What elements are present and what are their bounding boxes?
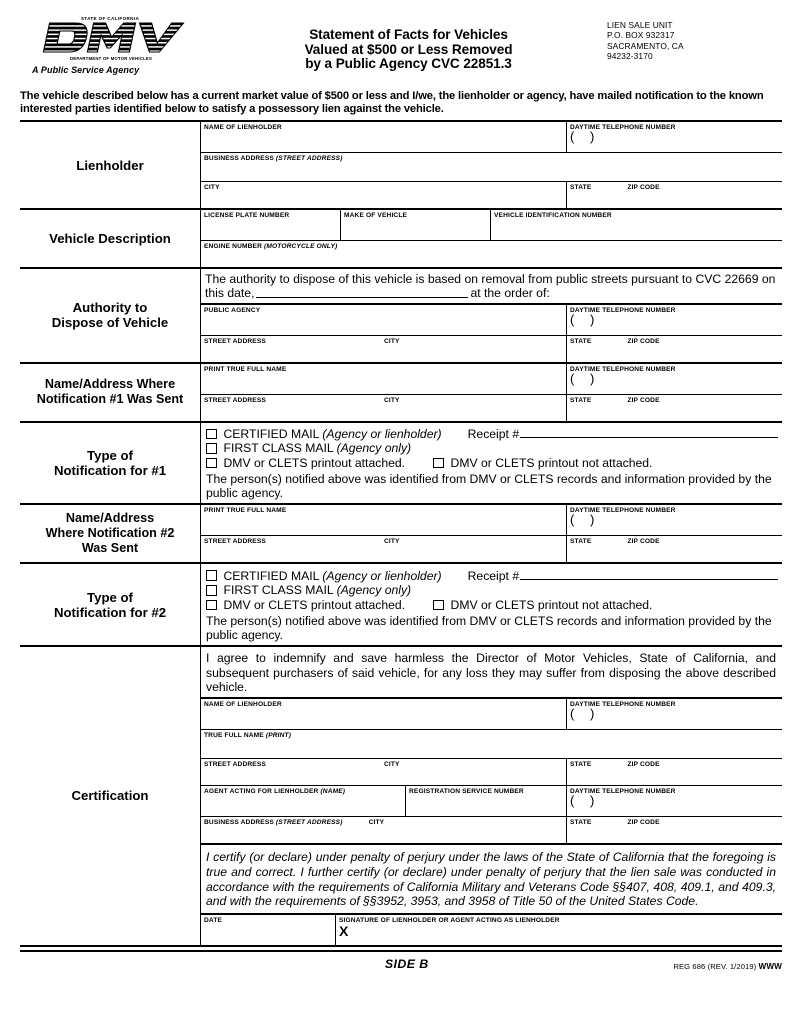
field-cert-street-address[interactable]: [201, 759, 567, 785]
label-printout-attached-1: DMV or CLETS printout attached.: [223, 456, 406, 471]
section-label-notification2-address: [20, 505, 201, 562]
field-cert-lienholder-phone[interactable]: [567, 699, 782, 729]
field-notify1-state-zip[interactable]: [567, 395, 782, 421]
caption: DATE: [204, 916, 223, 924]
caption-state: STATE: [570, 538, 592, 546]
option-row-printout-not-attached-2: [433, 598, 652, 612]
agency-address: [607, 16, 782, 62]
notify2-type-label-line2: Notification for #2: [53, 604, 167, 620]
caption-city: CITY: [383, 761, 400, 769]
label-printout-attached-2: DMV or CLETS printout attached.: [223, 597, 406, 612]
field-public-agency[interactable]: [201, 305, 567, 335]
checkbox-printout-attached-1[interactable]: [206, 458, 217, 469]
authority-statement: [201, 269, 782, 302]
section-authority-to-dispose: [20, 269, 782, 363]
section-label-notification1-address: [20, 364, 201, 421]
checkbox-printout-attached-2[interactable]: [206, 600, 217, 611]
checkbox-certified-mail-2[interactable]: [206, 570, 217, 581]
authority-text-part1: The authority to dispose of this vehicle is based on removal from public streets pursuant to CVC 22669 on this date,: [205, 272, 776, 301]
phone-parens: ( ): [570, 370, 601, 386]
section-notification2-type: [20, 564, 782, 647]
checkbox-printout-not-attached-1[interactable]: [433, 458, 444, 469]
label-first-class-mail-2: FIRST CLASS MAIL (Agency only): [223, 583, 412, 598]
section-label-lienholder: Lienholder: [20, 122, 201, 208]
field-authority-street-address[interactable]: [201, 336, 567, 362]
receipt-input-1[interactable]: [520, 429, 778, 438]
section-notification1-address: [20, 364, 782, 423]
field-agent-state-zip[interactable]: [567, 817, 782, 843]
caption-zip: ZIP CODE: [627, 819, 660, 827]
receipt-label-1: Receipt #: [467, 426, 520, 441]
field-license-plate[interactable]: [201, 210, 341, 240]
notify2-label-line3: Was Sent: [81, 541, 139, 556]
caption-zip: ZIP CODE: [627, 337, 660, 345]
caption: DAYTIME TELEPHONE NUMBER: [570, 306, 676, 314]
label-printout-not-attached-2: DMV or CLETS printout not attached.: [450, 597, 653, 612]
address-line-2: P.O. BOX 932317: [607, 30, 675, 41]
caption-zip: ZIP CODE: [627, 538, 660, 546]
caption-business: BUSINESS ADDRESS: [204, 819, 274, 827]
option-row-printout-2: [206, 598, 778, 613]
caption: PRINT TRUE FULL NAME: [204, 365, 287, 373]
address-line-4: 94232-3170: [607, 51, 653, 62]
caption: ENGINE NUMBER (MOTORCYCLE ONLY): [204, 243, 338, 251]
field-date[interactable]: [201, 915, 336, 945]
field-agent-phone[interactable]: [567, 786, 782, 816]
field-lienholder-business-address[interactable]: [201, 153, 782, 181]
notification2-note: The person(s) notified above was identified from DMV or CLETS records and information provided by the public agency.: [206, 614, 772, 643]
caption-state: STATE: [570, 184, 592, 192]
form-title-line3: by a Public Agency CVC 22851.3: [305, 56, 512, 72]
caption: CITY: [204, 184, 220, 192]
section-vehicle-description: [20, 210, 782, 269]
dmv-logo: [20, 16, 210, 75]
form-title: [210, 16, 607, 72]
form-table: [20, 120, 782, 947]
caption-city: CITY: [383, 538, 400, 546]
field-engine-number[interactable]: [201, 241, 782, 267]
caption: BUSINESS ADDRESS (STREET ADDRESS): [204, 155, 343, 163]
caption-city: CITY: [383, 337, 400, 345]
caption-zip: ZIP CODE: [627, 761, 660, 769]
notification1-note: The person(s) notified above was identified from DMV or CLETS records and information provided by the public agency.: [206, 472, 772, 501]
checkbox-certified-mail-1[interactable]: [206, 429, 217, 440]
phone-parens: ( ): [570, 793, 601, 809]
notify2-label-line2: Where Notification #2: [45, 526, 175, 541]
perjury-paragraph: I certify (or declare) under penalty of perjury under the laws of the State of California that the foregoing is true and correct. I further certify (or declare) under penalty of perjury that the lien sale was conducted in accordance with the requirements of California Military and Veterans Code §§407, 408, 409.1, and 409.3, and with the requirements of §§3952, 3953, and 3958 of Title 50 of the United States Code.: [201, 844, 782, 912]
caption: AGENT ACTING FOR LIENHOLDER (NAME): [204, 788, 346, 796]
caption-zip: ZIP CODE: [627, 184, 660, 192]
checkbox-first-class-mail-1[interactable]: [206, 443, 217, 454]
form-number: [673, 962, 782, 971]
field-agent-business-address[interactable]: BUSINESS ADDRESS (STREET ADDRESS) CITY: [201, 817, 567, 843]
notify1-type-label-line2: Notification for #1: [53, 462, 167, 478]
form-www-flag: WWW: [758, 961, 782, 971]
caption-street: STREET ADDRESS: [204, 396, 266, 404]
notification2-options: [201, 564, 782, 645]
caption: PRINT TRUE FULL NAME: [204, 507, 287, 515]
section-lienholder: [20, 122, 782, 210]
notify2-label-line1: Name/Address: [65, 511, 155, 526]
caption: TRUE FULL NAME (PRINT): [204, 732, 292, 740]
field-make-of-vehicle[interactable]: [341, 210, 491, 240]
label-certified-mail-1: CERTIFIED MAIL (Agency or lienholder): [223, 426, 442, 441]
form-title-line1: Statement of Facts for Vehicles: [309, 27, 508, 42]
caption: DAYTIME TELEPHONE NUMBER: [570, 365, 676, 373]
checkbox-first-class-mail-2[interactable]: [206, 585, 217, 596]
field-lienholder-phone[interactable]: [567, 122, 782, 152]
caption-city: CITY: [383, 396, 400, 404]
caption: VEHICLE IDENTIFICATION NUMBER: [494, 212, 612, 220]
form-footer: [20, 950, 782, 971]
field-notify1-name[interactable]: [201, 364, 567, 394]
option-row-certified-mail-1: [206, 427, 778, 442]
option-row-first-class-mail-1: [206, 441, 778, 456]
receipt-label-2: Receipt #: [467, 568, 520, 583]
caption-zip: ZIP CODE: [627, 396, 660, 404]
notify1-label-line1: Name/Address Where: [44, 377, 176, 392]
notify1-label-line2: Notification #1 Was Sent: [36, 392, 184, 407]
field-notify1-phone[interactable]: [567, 364, 782, 394]
caption: LICENSE PLATE NUMBER: [204, 212, 290, 220]
phone-parens: ( ): [570, 311, 601, 327]
address-line-1: LIEN SALE UNIT: [607, 20, 673, 30]
section-label-certification: Certification: [20, 647, 201, 945]
section-notification2-address: [20, 505, 782, 564]
checkbox-printout-not-attached-2[interactable]: [433, 600, 444, 611]
logo-dept-line: DEPARTMENT OF MOTOR VEHICLES: [69, 56, 153, 61]
field-lienholder-city[interactable]: [201, 182, 567, 208]
side-indicator: SIDE B: [384, 956, 429, 971]
option-row-printout-1: [206, 456, 778, 471]
section-label-notification2-type: [20, 564, 201, 645]
field-name-of-lienholder[interactable]: [201, 122, 567, 152]
logo-state-line: STATE OF CALIFORNIA: [80, 16, 140, 21]
field-agent-acting-for-lienholder[interactable]: [201, 786, 406, 816]
notify2-type-label-line1: Type of: [87, 589, 133, 605]
caption: MAKE OF VEHICLE: [344, 212, 408, 220]
option-row-certified-mail-2: [206, 568, 778, 583]
label-first-class-mail-1: FIRST CLASS MAIL (Agency only): [223, 441, 412, 456]
caption: NAME OF LIENHOLDER: [204, 701, 282, 709]
section-label-authority: [20, 269, 201, 361]
caption-street: STREET ADDRESS: [204, 538, 266, 546]
receipt-field-1: [468, 427, 778, 441]
authority-date-blank[interactable]: [256, 286, 468, 298]
field-public-agency-phone[interactable]: [567, 305, 782, 335]
field-registration-service-number[interactable]: [406, 786, 567, 816]
receipt-field-2: [468, 569, 778, 583]
field-cert-name-of-lienholder[interactable]: [201, 699, 567, 729]
field-notify2-street-address[interactable]: [201, 536, 567, 562]
phone-parens: ( ): [570, 512, 601, 528]
section-notification1-type: [20, 423, 782, 506]
field-notify1-street-address[interactable]: [201, 395, 567, 421]
caption-state: STATE: [570, 396, 592, 404]
caption: SIGNATURE OF LIENHOLDER OR AGENT ACTING AS LIENHOLDER: [339, 916, 560, 924]
option-row-printout-not-attached-1: [433, 456, 652, 470]
authority-label-line2: Dispose of Vehicle: [51, 315, 169, 331]
field-true-full-name[interactable]: [201, 730, 782, 758]
receipt-input-2[interactable]: [520, 571, 778, 580]
notification1-options: [201, 423, 782, 504]
intro-paragraph: The vehicle described below has a current market value of $500 or less and I/we, the lienholder or agency, have mailed notification to the known interested parties identified below to satisfy a possessory lien against the vehicle.: [20, 90, 764, 115]
field-notify2-phone[interactable]: [567, 505, 782, 535]
caption: DAYTIME TELEPHONE NUMBER: [570, 124, 676, 132]
address-line-3: SACRAMENTO, CA: [607, 40, 684, 51]
indemnify-paragraph: I agree to indemnify and save harmless the Director of Motor Vehicles, State of California, and subsequent purchasers of said vehicle, for any loss they may suffer from disposing the above described vehicle.: [206, 651, 776, 694]
field-notify2-state-zip[interactable]: [567, 536, 782, 562]
caption-state: STATE: [570, 337, 592, 345]
caption: DAYTIME TELEPHONE NUMBER: [570, 701, 676, 709]
form-header: [20, 0, 782, 84]
caption: DAYTIME TELEPHONE NUMBER: [570, 507, 676, 515]
caption: NAME OF LIENHOLDER: [204, 124, 282, 132]
authority-text-part2: at the order of:: [470, 286, 550, 301]
section-label-vehicle-description: Vehicle Description: [20, 210, 201, 267]
caption-street: STREET ADDRESS: [204, 337, 266, 345]
phone-parens: ( ): [570, 706, 601, 722]
caption: DAYTIME TELEPHONE NUMBER: [570, 788, 676, 796]
authority-label-line1: Authority to: [72, 300, 148, 316]
caption-street: STREET ADDRESS: [204, 761, 266, 769]
field-cert-state-zip[interactable]: [567, 759, 782, 785]
form-number-text: REG 686 (REV. 1/2019): [673, 961, 759, 971]
caption: PUBLIC AGENCY: [204, 306, 261, 314]
section-certification: [20, 647, 782, 947]
caption-state: STATE: [570, 761, 592, 769]
logo-tagline: A Public Service Agency: [32, 65, 140, 75]
dmv-wordmark-icon: [36, 21, 186, 55]
signature-x-mark: X: [339, 922, 349, 939]
field-notify2-name[interactable]: [201, 505, 567, 535]
caption: REGISTRATION SERVICE NUMBER: [409, 788, 524, 796]
field-lienholder-state-zip[interactable]: [567, 182, 782, 208]
caption-state: STATE: [570, 819, 592, 827]
notify1-type-label-line1: Type of: [87, 447, 133, 463]
field-vin[interactable]: [491, 210, 782, 240]
phone-parens: ( ): [570, 129, 601, 145]
form-title-line2: Valued at $500 or Less Removed: [304, 41, 513, 57]
field-signature[interactable]: [336, 915, 782, 945]
label-certified-mail-2: CERTIFIED MAIL (Agency or lienholder): [223, 568, 442, 583]
option-row-first-class-mail-2: [206, 583, 778, 598]
section-label-notification1-type: [20, 423, 201, 504]
caption-city: CITY: [368, 819, 385, 827]
field-authority-state-zip[interactable]: [567, 336, 782, 362]
label-printout-not-attached-1: DMV or CLETS printout not attached.: [450, 456, 653, 471]
